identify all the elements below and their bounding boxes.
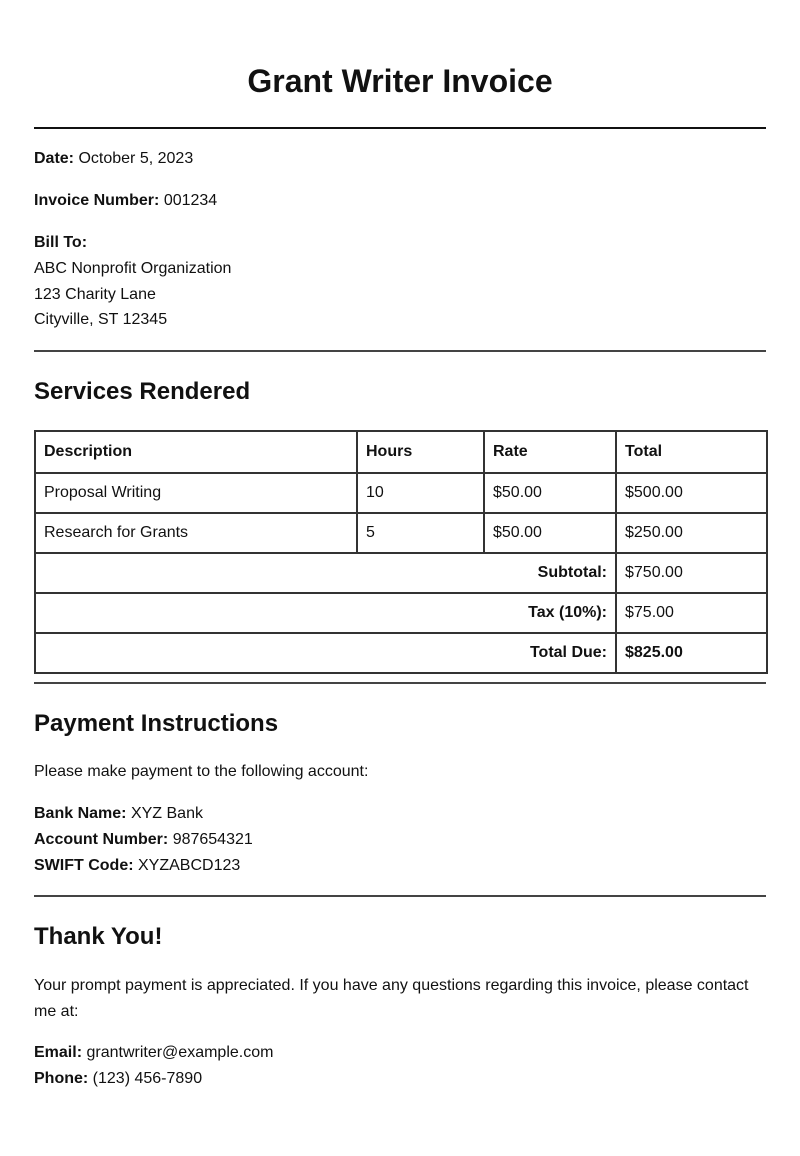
tax-value: $75.00 bbox=[616, 593, 767, 633]
tax-row bbox=[35, 593, 767, 633]
subtotal-row bbox=[35, 553, 767, 593]
total-due-row bbox=[35, 633, 767, 673]
services-table bbox=[34, 430, 768, 674]
email-line bbox=[34, 1040, 766, 1066]
cell-total: $500.00 bbox=[616, 473, 767, 513]
phone-value: (123) 456-7890 bbox=[92, 1069, 203, 1087]
title-divider bbox=[34, 127, 766, 129]
subtotal-value: $750.00 bbox=[616, 553, 767, 593]
column-header-description: Description bbox=[35, 431, 357, 473]
column-header-hours: Hours bbox=[357, 431, 484, 473]
total-due-label: Total Due: bbox=[35, 633, 616, 673]
bank-name-value: XYZ Bank bbox=[130, 804, 203, 822]
cell-rate: $50.00 bbox=[484, 473, 616, 513]
email-value[interactable]: grantwriter@example.com bbox=[86, 1043, 274, 1061]
total-due-value: $825.00 bbox=[616, 633, 767, 673]
cell-total: $250.00 bbox=[616, 513, 767, 553]
table-row bbox=[35, 473, 767, 513]
cell-rate: $50.00 bbox=[484, 513, 616, 553]
tax-label: Tax (10%): bbox=[35, 593, 616, 633]
cell-hours: 10 bbox=[357, 473, 484, 513]
invoice-number-label: Invoice Number: bbox=[34, 192, 160, 209]
page-title: Grant Writer Invoice bbox=[247, 63, 553, 99]
cell-description: Proposal Writing bbox=[35, 473, 357, 513]
date-value: October 5, 2023 bbox=[78, 150, 194, 167]
bank-name-line bbox=[34, 801, 766, 827]
invoice-page bbox=[34, 0, 766, 1092]
swift-code-value: XYZABCD123 bbox=[138, 856, 241, 874]
payment-intro: Please make payment to the following account: bbox=[34, 762, 369, 780]
date-line bbox=[34, 148, 766, 170]
table-header-row bbox=[35, 431, 767, 473]
bank-details bbox=[34, 801, 766, 879]
section-divider bbox=[34, 895, 766, 897]
bill-to-line: Cityville, ST 12345 bbox=[34, 311, 168, 329]
bank-name-label: Bank Name: bbox=[34, 804, 127, 822]
cell-description: Research for Grants bbox=[35, 513, 357, 553]
swift-code-line bbox=[34, 853, 766, 879]
contact-details bbox=[34, 1040, 766, 1092]
services-heading: Services Rendered bbox=[34, 377, 251, 405]
column-header-rate: Rate bbox=[484, 431, 616, 473]
bill-to-label: Bill To: bbox=[34, 234, 88, 251]
date-label: Date: bbox=[34, 150, 75, 167]
section-divider bbox=[34, 350, 766, 352]
phone-label: Phone: bbox=[34, 1069, 89, 1087]
account-number-label: Account Number: bbox=[34, 830, 169, 848]
invoice-number-value: 001234 bbox=[163, 192, 218, 209]
thanks-heading: Thank You! bbox=[34, 922, 163, 950]
table-row bbox=[35, 513, 767, 553]
bill-to-line: 123 Charity Lane bbox=[34, 285, 156, 303]
phone-line bbox=[34, 1066, 766, 1092]
invoice-number-line bbox=[34, 190, 766, 212]
email-label: Email: bbox=[34, 1043, 83, 1061]
subtotal-label: Subtotal: bbox=[35, 553, 616, 593]
swift-code-label: SWIFT Code: bbox=[34, 856, 134, 874]
section-divider bbox=[34, 682, 766, 684]
bill-to-line: ABC Nonprofit Organization bbox=[34, 260, 232, 277]
account-number-line bbox=[34, 827, 766, 853]
bill-to bbox=[34, 232, 766, 333]
thanks-message: Your prompt payment is appreciated. If you have any questions regarding this invoice, please contact me at: bbox=[34, 976, 749, 1020]
column-header-total: Total bbox=[616, 431, 767, 473]
account-number-value: 987654321 bbox=[172, 830, 253, 848]
payment-heading: Payment Instructions bbox=[34, 709, 279, 737]
cell-hours: 5 bbox=[357, 513, 484, 553]
invoice-meta bbox=[34, 148, 766, 333]
